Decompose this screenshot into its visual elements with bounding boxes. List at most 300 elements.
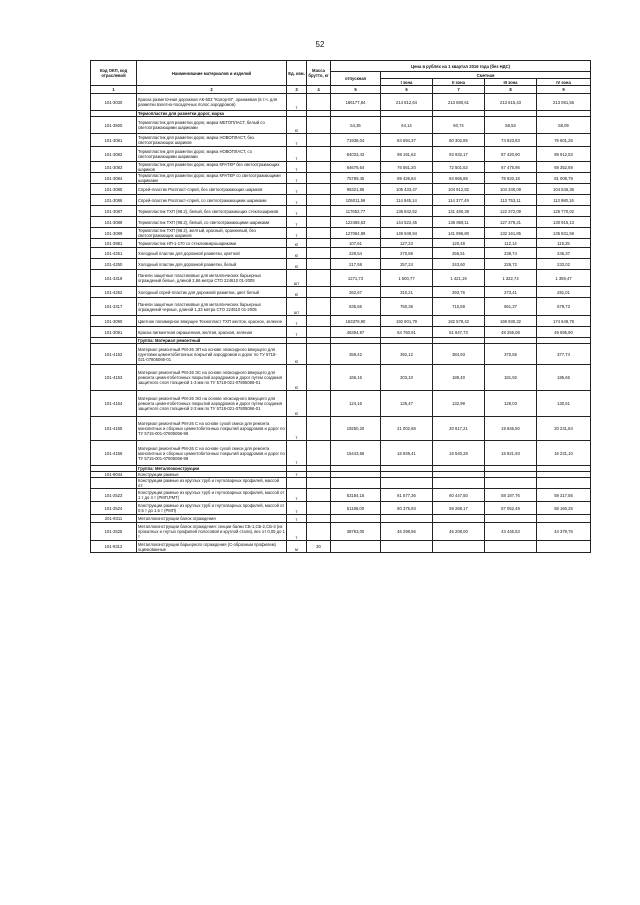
cell-unit: т <box>287 327 307 338</box>
cell-mass <box>307 489 331 502</box>
cell-name: Краска пигментная окрашенная, желтая, красная, зеленая <box>137 327 287 338</box>
cell-unit: кг <box>287 391 307 417</box>
cell-unit: т <box>287 515 307 523</box>
cell-name: Краска разметочная дорожная АК-503 "Колор-М", оранжевая (в т.ч. для разметки взлетно-посадочных полос аэродромов) <box>137 94 287 111</box>
cell-mass <box>307 184 331 195</box>
price-table <box>90 60 591 553</box>
table-row <box>91 541 591 553</box>
cell-price-zone-1 <box>381 515 433 523</box>
cell-price-zone-1: 46 298,56 <box>381 523 433 541</box>
table-row <box>91 327 591 338</box>
cell-price-zone-2: 213 680,61 <box>433 94 485 111</box>
table-row <box>91 134 591 147</box>
cell-price-zone-3: 58,53 <box>485 117 537 134</box>
cell-price-zone-3: 661,37 <box>485 298 537 316</box>
header-unit: Ед. изм. <box>287 61 307 86</box>
cell-name: Спрей-пластик Росппаст-спрей, без светоотражающих шариков <box>137 184 287 195</box>
cell-mass <box>307 147 331 162</box>
group-title: Группа: Материал ремонтный <box>137 338 287 344</box>
cell-unit: т <box>287 523 307 541</box>
cell-code: 101-3317 <box>91 298 137 316</box>
cell-unit: т <box>287 502 307 515</box>
cell-price-zone-3: 87 420,90 <box>485 147 537 162</box>
cell-price-zone-1: 98 191,62 <box>381 147 433 162</box>
cell-price-zone-2: 1 421,19 <box>433 270 485 287</box>
cell-price-release: 117652,77 <box>331 206 381 217</box>
cell-price-zone-3: 58 187,76 <box>485 489 537 502</box>
cell-unit: т <box>287 417 307 441</box>
cell-price-zone-1: 270,88 <box>381 248 433 259</box>
page-number: 52 <box>315 40 325 49</box>
cell-price-zone-2: 16 540,28 <box>433 441 485 466</box>
cell-code: 101-2524 <box>91 502 137 515</box>
cell-name: Термопластик ТХП (98.2), желтый, красный, оранжевый, без светоотражающих шариков <box>137 228 287 239</box>
cell-code: 101-3981 <box>91 239 137 248</box>
cell-price-zone-4: 130,51 <box>537 391 591 417</box>
cell-mass <box>307 239 331 248</box>
cell-mass <box>307 478 331 489</box>
cell-mass: 30 <box>307 541 331 553</box>
cell-price-zone-1: 192 601,79 <box>381 316 433 327</box>
cell-price-zone-2: 104 912,82 <box>433 184 485 195</box>
cell-mass <box>307 217 331 228</box>
cell-unit: шт <box>287 270 307 287</box>
cell-code: 101-9044 <box>91 472 137 478</box>
cell-price-zone-4: 113 980,16 <box>537 195 591 206</box>
cell-code <box>91 478 137 489</box>
cell-unit: т <box>287 184 307 195</box>
table-row <box>91 502 591 515</box>
table-row <box>91 287 591 298</box>
cell-price-release: 38763,00 <box>331 523 381 541</box>
cell-price-release: 359,42 <box>331 344 381 365</box>
cell-code: 101-4152 <box>91 344 137 365</box>
cell-price-release: 75789,45 <box>331 173 381 184</box>
cell-code: 101-3091 <box>91 327 137 338</box>
table-row <box>91 184 591 195</box>
cell-price-zone-2: 384,93 <box>433 344 485 365</box>
cell-code: 101-4154 <box>91 391 137 417</box>
cell-price-zone-1: 135,47 <box>381 391 433 417</box>
cell-price-zone-2: 132,99 <box>433 391 485 417</box>
cell-unit: т <box>287 316 307 327</box>
cell-price-zone-4: 130 915,13 <box>537 217 591 228</box>
cell-price-zone-2 <box>433 515 485 523</box>
cell-code: 101-3082 <box>91 147 137 162</box>
column-number: 4 <box>307 86 331 94</box>
table-row <box>91 94 591 111</box>
cell-name: Термопластик для разметки дорог, марка НОВОПЛАСТ, со светоотражающими шариками <box>137 147 287 162</box>
cell-price-zone-2: 93 932,17 <box>433 147 485 162</box>
cell-unit: т <box>287 489 307 502</box>
cell-price-zone-3: 112,14 <box>485 239 537 248</box>
table-row <box>91 217 591 228</box>
cell-price-zone-1: 21 002,68 <box>381 417 433 441</box>
cell-price-zone-4: 125 770,02 <box>537 206 591 217</box>
cell-price-zone-1: 144 522,45 <box>381 217 433 228</box>
cell-price-release: 107,61 <box>331 239 381 248</box>
cell-price-zone-2: 51 847,73 <box>433 327 485 338</box>
cell-mass <box>307 298 331 316</box>
cell-price-release: 64676,64 <box>331 162 381 173</box>
cell-name: Материал ремонтный РМ-26 С на основе сухой смеси для ремонта монолитных и сборных цементобетонных покрытий аэродромов и дорог по ТУ 5715-001-07805066-98 <box>137 417 287 441</box>
cell-mass <box>307 94 331 111</box>
cell-mass <box>307 228 331 239</box>
table-row <box>91 173 591 184</box>
cell-mass <box>307 206 331 217</box>
cell-price-zone-2: 131 480,38 <box>433 206 485 217</box>
cell-name: Конструкции рамные из круглых труб и гнутосварных профилей, массой от 0,5 т до 1,5 т (РМП) <box>137 502 287 515</box>
cell-price-zone-2: 45 208,00 <box>433 523 485 541</box>
cell-price-zone-1: 105 433,47 <box>381 184 433 195</box>
cell-price-zone-3: 122 372,09 <box>485 206 537 217</box>
column-number: 1 <box>91 86 137 94</box>
group-title: Термопластик для разметки дорог, марка <box>137 111 287 117</box>
cell-price-release: 54,35 <box>331 117 381 134</box>
table-row <box>91 365 591 391</box>
cell-price-zone-3: 19 846,50 <box>485 417 537 441</box>
cell-name: Термопластик ТХП (98.2), белый, без светоотражающих стеклошариков <box>137 206 287 217</box>
header-code: Код ОКП, код отраслевой <box>91 61 137 86</box>
cell-name: Цветное полимерное вяжущее Технопласт ТХП желтое, красное, зеленое <box>137 316 287 327</box>
group-title: Группа: Металлоконструкции <box>137 466 287 472</box>
table-row <box>91 195 591 206</box>
column-number: 3 <box>287 86 307 94</box>
cell-price-zone-4: 104 546,36 <box>537 184 591 195</box>
cell-price-release: 19250,20 <box>331 417 381 441</box>
cell-price-release: 166,16 <box>331 365 381 391</box>
cell-price-zone-1: 138 842,52 <box>381 206 433 217</box>
cell-mass <box>307 365 331 391</box>
cell-code: 101-3088 <box>91 217 137 228</box>
cell-unit: т <box>287 173 307 184</box>
cell-price-zone-4 <box>537 541 591 553</box>
header-zone-3: III зона <box>485 79 537 86</box>
cell-price-zone-2 <box>433 478 485 489</box>
cell-price-zone-1: 149 949,94 <box>381 228 433 239</box>
cell-price-release: 53184,16 <box>331 489 381 502</box>
table-row <box>91 270 591 287</box>
cell-name: Материал ремонтный РМ-26 ЭП на основе эпоксидного вяжущего для грунтовки цементобетонных покрытий аэродромов и дорог по ТУ 5718-021-07805066-01 <box>137 344 287 365</box>
cell-price-zone-2: 136 859,11 <box>433 217 485 228</box>
table-row <box>91 441 591 466</box>
cell-name: Термопластик для разметки дорог, марка НОВОПЛАСТ, без светоотражающих шариков <box>137 134 287 147</box>
cell-code: 201-9311 <box>91 515 137 523</box>
cell-name: Термопластик НП-1-170 со стекломикрошариками <box>137 239 287 248</box>
cell-price-zone-1: 127,23 <box>381 239 433 248</box>
cell-price-zone-3: 132 161,85 <box>485 228 537 239</box>
cell-code: 101-3090 <box>91 316 137 327</box>
cell-price-zone-4: 49 595,90 <box>537 327 591 338</box>
cell-price-release <box>331 478 381 489</box>
table-row <box>91 391 591 417</box>
cell-price-zone-4: 89 912,53 <box>537 147 591 162</box>
header-price-title: Цена в рублях на 1 квартал 2016 года (без НДС) <box>331 61 591 72</box>
table-row <box>91 117 591 134</box>
cell-price-zone-2: 60 447,50 <box>433 489 485 502</box>
cell-price-zone-1 <box>381 541 433 553</box>
cell-code: 101-3085 <box>91 184 137 195</box>
cell-price-release: 1271,73 <box>331 270 381 287</box>
table-row <box>91 228 591 239</box>
cell-mass <box>307 327 331 338</box>
cell-code: 101-3086 <box>91 195 137 206</box>
cell-price-zone-1: 114 945,14 <box>381 195 433 206</box>
cell-price-release: 635,66 <box>331 298 381 316</box>
cell-price-zone-4: 76 601,26 <box>537 134 591 147</box>
cell-code: 101-4250 <box>91 259 137 270</box>
cell-price-zone-1: 89 426,84 <box>381 173 433 184</box>
cell-price-zone-3: 78 820,18 <box>485 173 537 184</box>
cell-code: 101-4155 <box>91 417 137 441</box>
cell-price-release: 71938,04 <box>331 134 381 147</box>
cell-unit: т <box>287 206 307 217</box>
cell-price-zone-2: 60,74 <box>433 117 485 134</box>
cell-mass <box>307 515 331 523</box>
cell-price-zone-4 <box>537 478 591 489</box>
cell-price-zone-1: 257,24 <box>381 259 433 270</box>
table-row <box>91 162 591 173</box>
cell-price-zone-2: 80 302,85 <box>433 134 485 147</box>
cell-price-zone-3: 226,72 <box>485 259 537 270</box>
cell-price-zone-4: 377,74 <box>537 344 591 365</box>
cell-price-zone-1: 214 812,64 <box>381 94 433 111</box>
cell-price-zone-3: 15 921,93 <box>485 441 537 466</box>
cell-code: 101-4153 <box>91 365 137 391</box>
cell-mass <box>307 417 331 441</box>
cell-price-zone-4: 115,25 <box>537 239 591 248</box>
cell-price-zone-2: 72 501,52 <box>433 162 485 173</box>
cell-name: Конструкции рамные <box>137 472 287 478</box>
cell-mass <box>307 441 331 466</box>
cell-mass <box>307 502 331 515</box>
cell-price-zone-2: 243,60 <box>433 259 485 270</box>
cell-price-zone-3: 74 823,83 <box>485 134 537 147</box>
cell-price-release: 51166,00 <box>331 502 381 515</box>
cell-price-zone-2: 293,76 <box>433 287 485 298</box>
cell-name: Термопластик для разметки дорог, марка КРАТЕР со светоотражающими шариками <box>137 173 287 184</box>
cell-price-zone-2 <box>433 541 485 553</box>
cell-name: Материал ремонтный РМ-26 С на основе сухой смеси для ремонта монолитных и сборных цементобетонных покрытий аэродромов и дорог по ТУ 5715-001-07805066-98 <box>137 441 287 466</box>
cell-price-zone-2: 20 617,21 <box>433 417 485 441</box>
column-number: 2 <box>137 86 287 94</box>
cell-mass <box>307 287 331 298</box>
cell-price-zone-3: 128,03 <box>485 391 537 417</box>
cell-price-release <box>331 515 381 523</box>
cell-price-zone-4: 44 379,76 <box>537 523 591 541</box>
cell-price-release: 15443,56 <box>331 441 381 466</box>
column-number: 6 <box>381 86 433 94</box>
cell-price-zone-2: 84 666,86 <box>433 173 485 184</box>
cell-unit: кг <box>287 287 307 298</box>
cell-name: Конструкции рамные из круглых труб и гнутосварных профилей, массой от: <box>137 478 287 489</box>
cell-mass <box>307 173 331 184</box>
cell-price-zone-3: 127 378,21 <box>485 217 537 228</box>
cell-name: Холодный пластик для дорожной разметки, цветной <box>137 248 287 259</box>
cell-mass <box>307 134 331 147</box>
table-row <box>91 259 591 270</box>
cell-name: Панели защитные пластиковые для металлических барьерных ограждений черные, длиной 1,33 метра СТО 224610 01-2005 <box>137 298 287 316</box>
cell-mass <box>307 391 331 417</box>
cell-code: 101-3030 <box>91 94 137 111</box>
cell-price-zone-2: 120,48 <box>433 239 485 248</box>
cell-price-zone-3 <box>485 478 537 489</box>
cell-price-release: 186177,84 <box>331 94 381 111</box>
cell-price-zone-4: 174 648,78 <box>537 316 591 327</box>
cell-name: Термопластик для разметки дорог, марка КРАТЕР без светоотражающих шариков <box>137 162 287 173</box>
cell-price-zone-3 <box>485 541 537 553</box>
cell-code: 101-3084 <box>91 173 137 184</box>
cell-mass <box>307 162 331 173</box>
cell-unit: кг <box>287 248 307 259</box>
cell-unit: м <box>287 541 307 553</box>
table-row <box>91 515 591 523</box>
cell-price-zone-1: 750,36 <box>381 298 433 316</box>
cell-price-zone-3: 213 615,43 <box>485 94 537 111</box>
cell-price-zone-3: 67 475,96 <box>485 162 537 173</box>
cell-mass <box>307 195 331 206</box>
cell-price-zone-4: 20 231,84 <box>537 417 591 441</box>
header-mass: Масса брутто, кг <box>307 61 331 86</box>
cell-price-zone-2: 189,40 <box>433 365 485 391</box>
cell-price-zone-3: 181,92 <box>485 365 537 391</box>
cell-code: 101-3081 <box>91 134 137 147</box>
cell-name: Спрей-пластик Росппаст-спрей, со светоотражающими шариками <box>137 195 287 206</box>
cell-mass <box>307 523 331 541</box>
cell-price-zone-3: 48 255,08 <box>485 327 537 338</box>
cell-price-zone-4: 213 081,55 <box>537 94 591 111</box>
cell-price-zone-3: 238,74 <box>485 248 537 259</box>
cell-mass <box>307 248 331 259</box>
cell-code: 101-2523 <box>91 489 137 502</box>
cell-price-zone-4: 1 359,47 <box>537 270 591 287</box>
cell-price-zone-4: 281,01 <box>537 287 591 298</box>
cell-price-zone-4: 58 160,25 <box>537 502 591 515</box>
cell-price-release: 122465,63 <box>331 217 381 228</box>
cell-name: Металлоконструкции барьерного ограждения (С-образным профилем) оцинкованные <box>137 541 287 553</box>
table-row <box>91 344 591 365</box>
cell-price-zone-4: 185,66 <box>537 365 591 391</box>
header-zone-2: II зона <box>433 79 485 86</box>
cell-price-zone-1: 1 500,77 <box>381 270 433 287</box>
cell-price-zone-3: 169 930,32 <box>485 316 537 327</box>
cell-code: 101-3083 <box>91 162 137 173</box>
cell-unit: кг <box>287 365 307 391</box>
column-number: 5 <box>331 86 381 94</box>
cell-unit: т <box>287 217 307 228</box>
cell-code: 101-2525 <box>91 523 137 541</box>
cell-mass <box>307 316 331 327</box>
cell-name: Термопластик для разметки дорог, марка МЕГОПЛАСТ, белый со светоотражающими шариками <box>137 117 287 134</box>
cell-unit: т <box>287 195 307 206</box>
cell-price-zone-1: 76 561,20 <box>381 162 433 173</box>
cell-price-zone-3: 104 340,09 <box>485 184 537 195</box>
header-zone-1: I зона <box>381 79 433 86</box>
cell-price-zone-1: 310,21 <box>381 287 433 298</box>
cell-price-zone-1: 60 375,93 <box>381 502 433 515</box>
table-row <box>91 316 591 327</box>
cell-price-zone-1 <box>381 478 433 489</box>
header-release: отпускная <box>331 72 381 86</box>
cell-name: Холодный пластик для дорожной разметки, белый <box>137 259 287 270</box>
cell-price-release: 229,54 <box>331 248 381 259</box>
cell-price-release: 46394,97 <box>331 327 381 338</box>
table-row <box>91 248 591 259</box>
cell-price-zone-4: 81 008,79 <box>537 173 591 184</box>
cell-name: Материал ремонтный РМ-26 ЭС на основе эпоксидного вяжущего для ремонта цементобетонных покрытий аэродромов и дорог путем создания защитного слоя толщиной 1-3 мм по ТУ 5718-021-07805066-01 <box>137 365 287 391</box>
cell-price-release: 96321,95 <box>331 184 381 195</box>
cell-name: Холодный спрей-пластик для дорожной разметки, цвет белый <box>137 287 287 298</box>
cell-unit: т <box>287 441 307 466</box>
cell-price-zone-4 <box>537 515 591 523</box>
table-row <box>91 206 591 217</box>
cell-code: 101-4252 <box>91 287 137 298</box>
cell-price-zone-4: 233,02 <box>537 259 591 270</box>
cell-unit: т <box>287 147 307 162</box>
cell-code: 101-3318 <box>91 270 137 287</box>
cell-code: 101-3500 <box>91 117 137 134</box>
cell-price-release: 127064,99 <box>331 228 381 239</box>
cell-price-release: 105011,59 <box>331 195 381 206</box>
cell-unit: кг <box>287 239 307 248</box>
column-numbers-row <box>91 86 591 94</box>
cell-price-release: 262,67 <box>331 287 381 298</box>
cell-name: Панели защитные пластиковые для металлических барьерных ограждений белые, длиной 2,66 метра СТО 224610 01-2005 <box>137 270 287 287</box>
cell-price-zone-4: 69 352,69 <box>537 162 591 173</box>
cell-price-zone-4: 245,37 <box>537 248 591 259</box>
cell-price-zone-2: 182 578,42 <box>433 316 485 327</box>
cell-code: 101-3087 <box>91 206 137 217</box>
table-row <box>91 298 591 316</box>
cell-price-zone-3: 43 445,53 <box>485 523 537 541</box>
column-number: 8 <box>485 86 537 94</box>
cell-code: 101-9312 <box>91 541 137 553</box>
cell-price-zone-2: 114 377,49 <box>433 195 485 206</box>
cell-price-zone-2: 59 268,17 <box>433 502 485 515</box>
cell-code: 101-4156 <box>91 441 137 466</box>
header-name: Наименование материалов и изделий <box>137 61 287 86</box>
cell-price-release: 84033,43 <box>331 147 381 162</box>
cell-unit: т <box>287 472 307 478</box>
cell-unit: кг <box>287 259 307 270</box>
cell-price-zone-1: 203,10 <box>381 365 433 391</box>
table-row <box>91 239 591 248</box>
table-row <box>91 478 591 489</box>
table-row <box>91 147 591 162</box>
cell-code: 101-4251 <box>91 248 137 259</box>
cell-price-zone-2: 256,51 <box>433 248 485 259</box>
table-row <box>91 489 591 502</box>
cell-unit: т <box>287 162 307 173</box>
cell-mass <box>307 344 331 365</box>
cell-name: Металлоконструкции балок ограждения: секции балки СБ-1,СБ-2,СБ-3 (из прокатных и гнутых профилей полосовой и круглой стали), вес от 0,05 до 1 т <box>138 524 285 539</box>
cell-price-zone-1: 392,12 <box>381 344 433 365</box>
cell-price-zone-4: 59 317,56 <box>537 489 591 502</box>
cell-price-release: 217,59 <box>331 259 381 270</box>
header-zone-4: IV зона <box>537 79 591 86</box>
cell-price-release: 163376,90 <box>331 316 381 327</box>
cell-price-zone-2: 141 996,80 <box>433 228 485 239</box>
cell-price-zone-3: 370,55 <box>485 344 537 365</box>
cell-unit: т <box>287 228 307 239</box>
table-row <box>91 523 591 541</box>
header-estimate: Сметная <box>381 72 591 79</box>
cell-price-release: 124,16 <box>331 391 381 417</box>
cell-mass <box>307 259 331 270</box>
cell-unit <box>287 478 307 489</box>
cell-name: Термопластик ТХП (98.2), белый, со светоотражающими шариками <box>137 217 287 228</box>
cell-price-zone-3: 273,41 <box>485 287 537 298</box>
